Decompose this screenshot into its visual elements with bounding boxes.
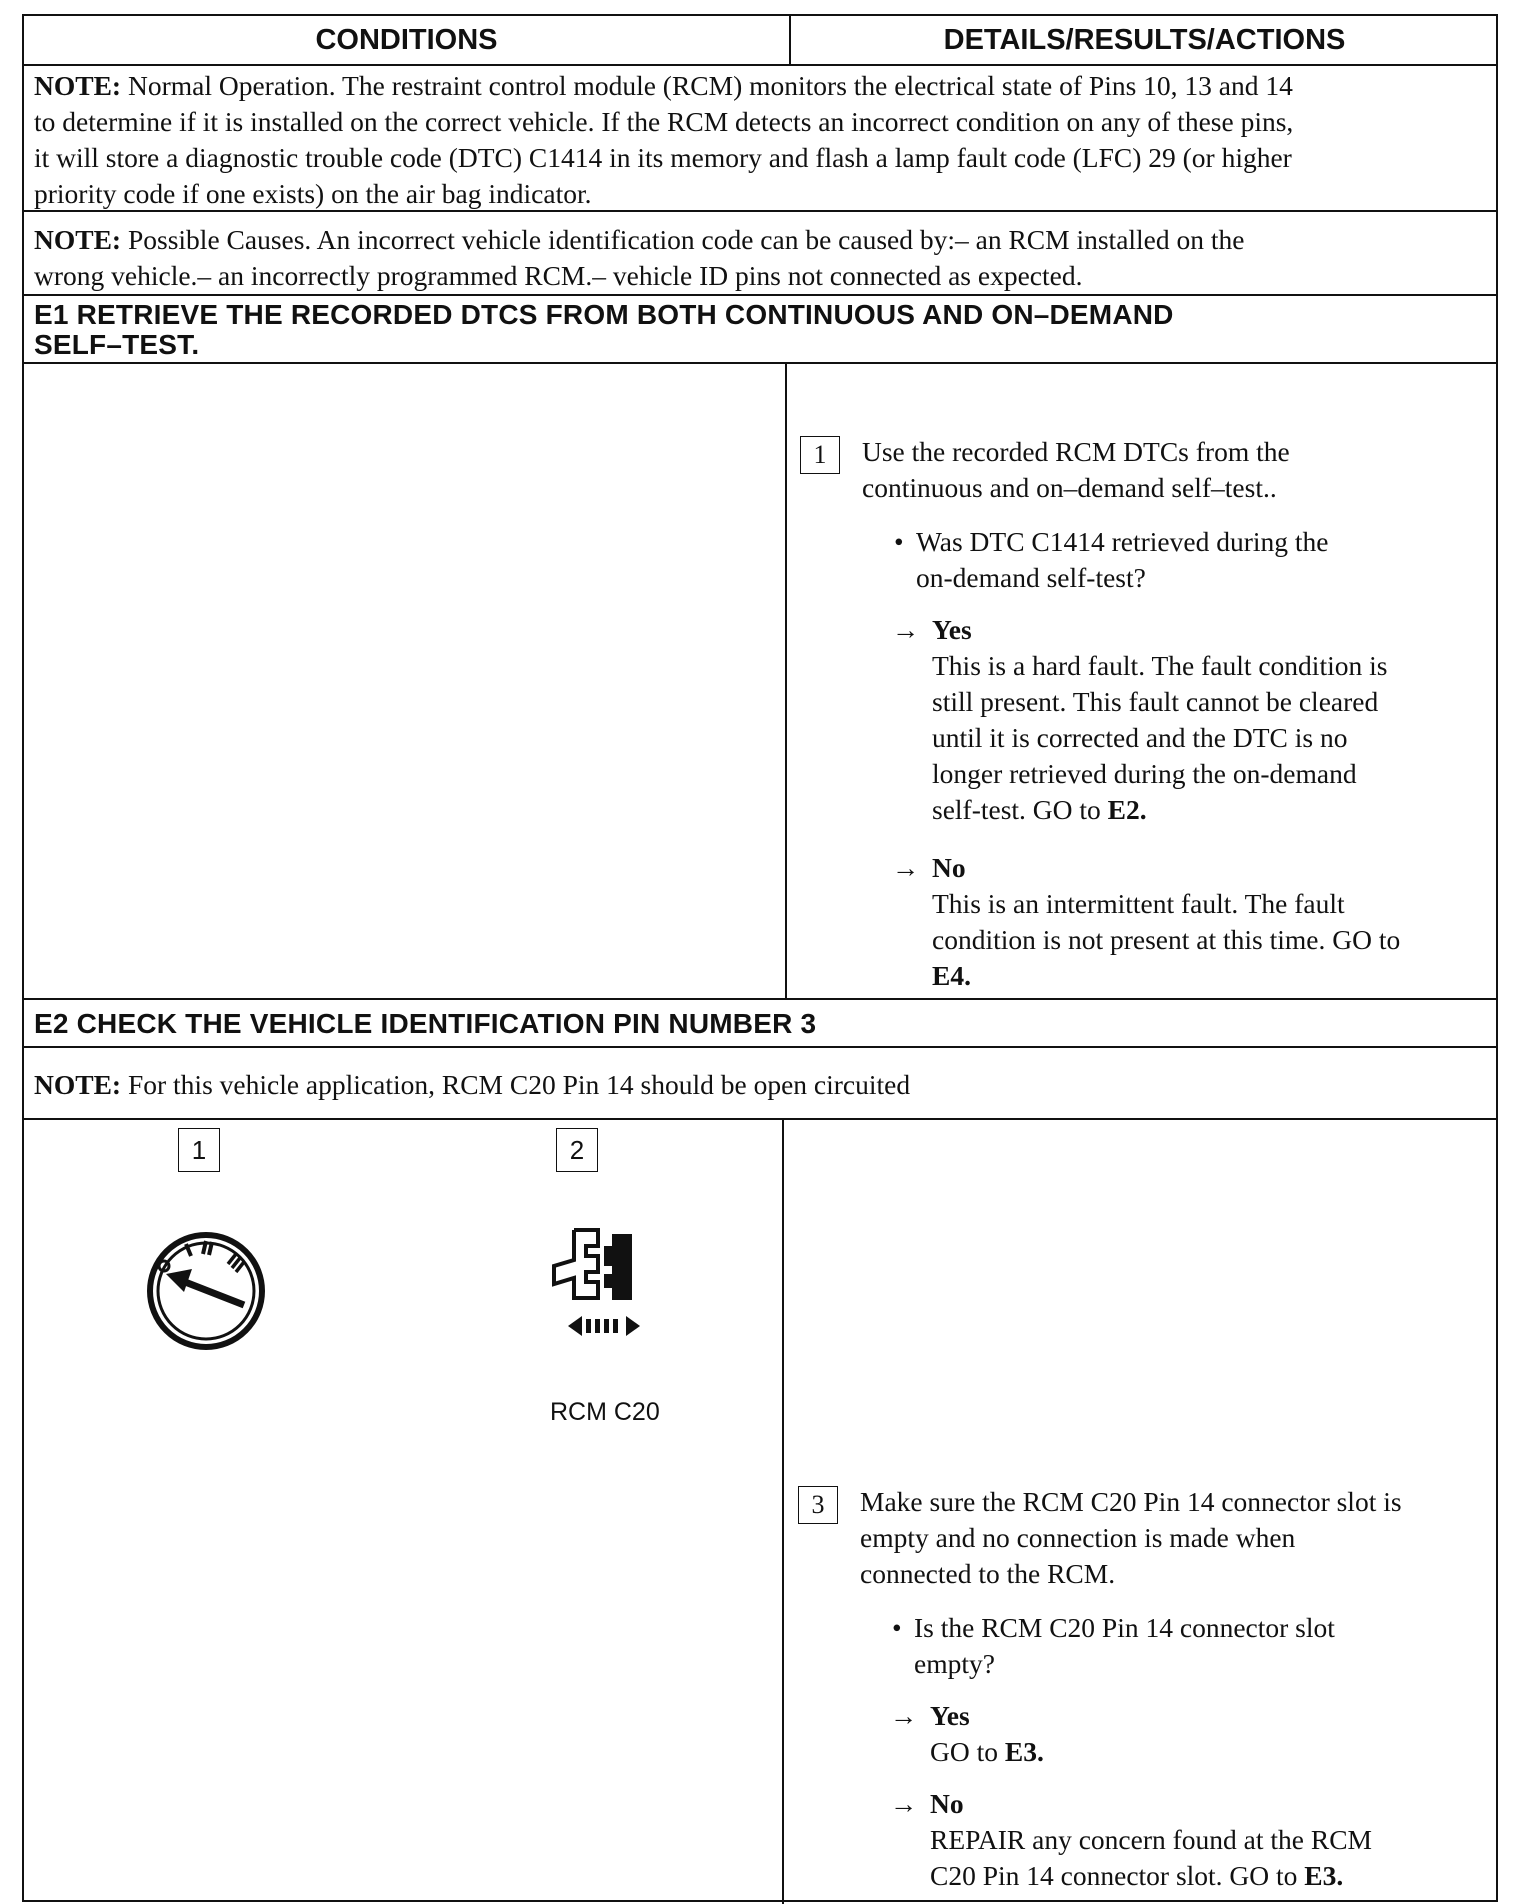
possible-causes-note: [24, 214, 1496, 296]
normal-operation-note: [24, 66, 1496, 212]
note2-label: NOTE:: [34, 224, 122, 255]
e1-step-text: [862, 434, 1290, 506]
note1-line-1: [34, 68, 1486, 104]
e2-step-line-2: empty and no connection is made when: [860, 1522, 1296, 1553]
arrow-right-icon: →: [892, 852, 920, 883]
e1-yes-line-1: This is a hard fault. The fault condition is: [932, 650, 1388, 681]
e2-no-line-2: [930, 1858, 1372, 1894]
e2-question: [892, 1610, 1452, 1690]
e1-yes-answer: [892, 612, 1472, 832]
e1-title-line-1: E1 RETRIEVE THE RECORDED DTCS FROM BOTH CONTINUOUS AND ON–DEMAND: [34, 299, 1174, 330]
e1-question-line-1: Was DTC C1414 retrieved during the: [916, 526, 1329, 557]
e2-no-line-1: REPAIR any concern found at the RCM: [930, 1824, 1372, 1855]
e1-yes-line-4: longer retrieved during the on-demand: [932, 758, 1357, 789]
arrow-right-icon: →: [890, 1700, 918, 1731]
e1-yes-line-2: still present. This fault cannot be cleared: [932, 686, 1379, 717]
ignition-key-icon: [136, 1226, 286, 1356]
e2-question-line-2: empty?: [914, 1648, 995, 1679]
conditions-header: CONDITIONS: [24, 16, 791, 64]
e1-yes-line-5: [932, 792, 1387, 828]
e1-yes-goto-text: self-test. GO to: [932, 794, 1101, 825]
e1-no-answer: [892, 850, 1472, 994]
e2-no-body: [930, 1822, 1372, 1894]
e2-step-number: 3: [798, 1486, 838, 1524]
e1-no-label: No: [932, 852, 966, 883]
e1-yes-goto: E2.: [1107, 794, 1147, 825]
e1-yes-body: [932, 648, 1387, 828]
e2-no-label: No: [930, 1788, 964, 1819]
e2-yes-body: [930, 1734, 1044, 1770]
note1-line-3: it will store a diagnostic trouble code (DTC) C1414 in its memory and flash a lamp fault code (LFC) 29 (or higher: [34, 142, 1292, 173]
e2-question-line-1: Is the RCM C20 Pin 14 connector slot: [914, 1612, 1335, 1643]
note1-label: NOTE:: [34, 70, 122, 101]
arrow-right-icon: →: [892, 614, 920, 645]
e1-question-line-2: on-demand self-test?: [916, 562, 1146, 593]
e2-note-label: NOTE:: [34, 1069, 122, 1100]
e1-question-text: [916, 524, 1329, 596]
e1-column-divider: [785, 364, 787, 1000]
note2-line-2: wrong vehicle.– an incorrectly programmed RCM.– vehicle ID pins not connected as expected.: [34, 260, 1083, 291]
e1-step-line-2: continuous and on–demand self–test..: [862, 472, 1277, 503]
e2-yes-goto: E3.: [1004, 1736, 1044, 1767]
e2-note-text: For this vehicle application, RCM C20 Pin 14 should be open circuited: [127, 1069, 911, 1100]
e2-note: [24, 1050, 1496, 1120]
e1-section-title: [24, 296, 1496, 364]
e2-yes-text: GO to: [930, 1736, 998, 1767]
e1-question: [894, 524, 1454, 604]
e1-no-goto: E4.: [932, 960, 971, 991]
bullet-icon: •: [894, 526, 904, 557]
arrow-right-icon: →: [890, 1788, 918, 1819]
e2-no-goto-text: C20 Pin 14 connector slot. GO to: [930, 1860, 1298, 1891]
e2-column-divider: [782, 1120, 784, 1904]
note1-line-2: to determine if it is installed on the correct vehicle. If the RCM detects an incorrect condition on any of these pins,: [34, 106, 1294, 137]
e1-no-line-3: [932, 958, 1400, 994]
e1-no-line-1: This is an intermittent fault. The fault: [932, 888, 1345, 919]
e2-step-line-1: Make sure the RCM C20 Pin 14 connector slot is: [860, 1486, 1402, 1517]
connector-icon: [524, 1216, 654, 1366]
e2-question-text: [914, 1610, 1335, 1682]
e1-step-line-1: Use the recorded RCM DTCs from the: [862, 436, 1290, 467]
e1-yes-line-3: until it is corrected and the DTC is no: [932, 722, 1348, 753]
e1-yes-label: Yes: [932, 614, 972, 645]
e2-yes-answer: [890, 1698, 1470, 1774]
note2-line-1: [34, 222, 1486, 258]
figure-2-number: 2: [556, 1128, 598, 1172]
e1-step-number: 1: [800, 436, 840, 474]
note2-text-1: Possible Causes. An incorrect vehicle identification code can be caused by:– an RCM installed on the: [127, 224, 1245, 255]
figure-2-caption: RCM C20: [550, 1398, 660, 1426]
e2-section-title: E2 CHECK THE VEHICLE IDENTIFICATION PIN NUMBER 3: [24, 1000, 1496, 1048]
table-header: [24, 16, 1496, 66]
e1-no-line-2: condition is not present at this time. GO to: [932, 924, 1401, 955]
e1-title-line-2: SELF–TEST.: [34, 329, 200, 360]
details-header: DETAILS/RESULTS/ACTIONS: [943, 24, 1346, 56]
e2-step-line-3: connected to the RCM.: [860, 1558, 1116, 1589]
bullet-icon: •: [892, 1612, 902, 1643]
e2-step-text: [860, 1484, 1402, 1592]
figure-1-number: 1: [178, 1128, 220, 1172]
note1-text-1: Normal Operation. The restraint control module (RCM) monitors the electrical state of Pins 10, 13 and 14: [127, 70, 1293, 101]
e2-yes-label: Yes: [930, 1700, 970, 1731]
note1-line-4: priority code if one exists) on the air bag indicator.: [34, 178, 592, 209]
diagnostic-table: [22, 14, 1498, 1902]
e1-no-body: [932, 886, 1400, 994]
e2-no-answer: [890, 1786, 1470, 1898]
e2-no-goto: E3.: [1304, 1860, 1344, 1891]
